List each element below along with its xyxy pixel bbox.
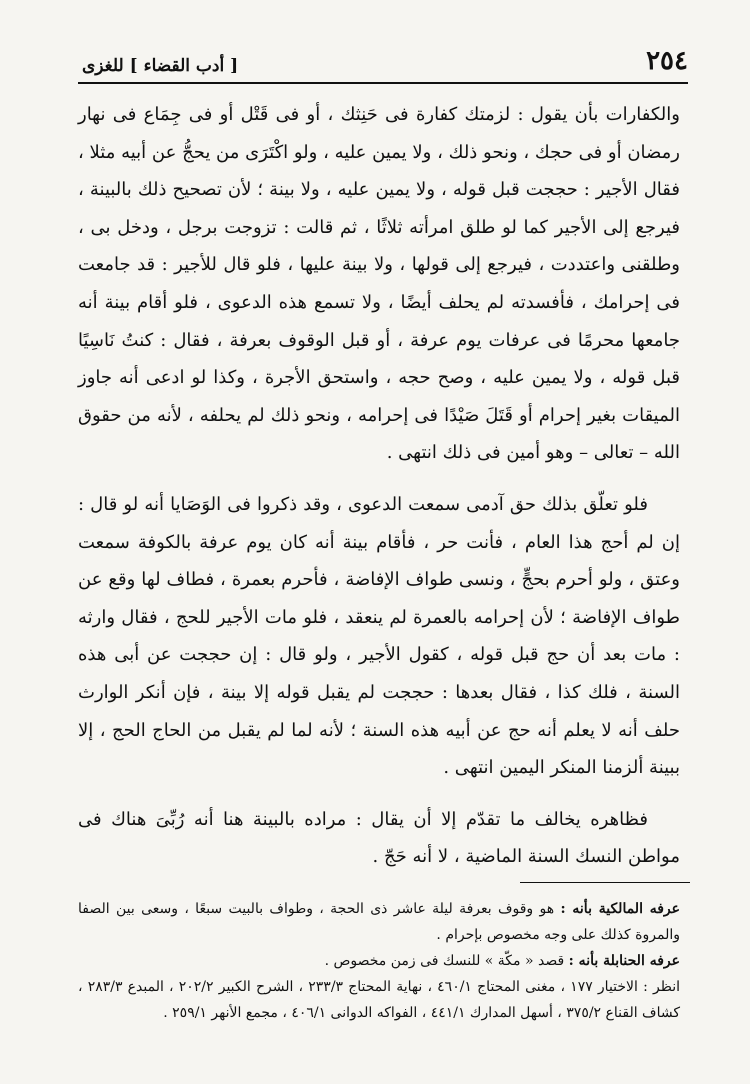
- footnote-text: قصد « مكّة » للنسك فى زمن مخصوص .: [324, 953, 569, 969]
- paragraph: والكفارات بأن يقول : لزمتك كفارة فى حَنِثك ، أو فى قَتْل أو فى جِمَاع فى نهار رمضان أو فى حجك ، ونحو ذلك ، ولا يمين عليه ، ولو اكْتَرَى من يحجُّ عن أبيه مثلا ، فقال الأجير : حججت قبل قوله ، ولا يمين عليه ، ولا بينة ؛ لأن تصحيح ذلك بالبينة ، فيرجع إلى الأجير كما لو طلق امرأته ثلاثًا ، ثم قالت : تزوجت برجل ، ودخل بى ، وطلقنى واعتددت ، فيرجع إلى قولها ، ولا بينة عليها ، فلو قال للأجير : قد جامعت فى إحرامك ، فأفسدته لم يحلف أيضًا ، ولا تسمع هذه الدعوى ، فلو أقام بينة أنه جامعها محرمًا فى عرفات يوم عرفة ، أو قبل الوقوف بعرفة ، فقال : كنتُ نَاسِيًا قبل قوله ، ولا يمين عليه ، وصح حجه ، واستحق الأجرة ، وكذا لو ادعى أنه جاوز الميقات بغير إحرام أو قَتَلَ صَيْدًا فى إحرامه ، ونحو ذلك لم يحلفه ، لأنه من حقوق الله – تعالى – وهو أمين فى ذلك انتهى .: [78, 104, 680, 464]
- page-header: [78, 40, 688, 76]
- footnotes: [78, 896, 680, 1026]
- page-number: ٢٥٤: [646, 46, 688, 76]
- footnote-text: انظر : الاختيار ١٧٧ ، مغنى المحتاج ٤٦٠/١ ، نهاية المحتاج ٢٣٣/٣ ، الشرح الكبير ٢٠٢/٢ ، المبدع ٢٨٣/٣ ، كشاف القناع ٣٧٥/٢ ، أسهل المدارك ٤٤١/١ ، الفواكه الدوانى ٤٠٦/١ ، مجمع الأنهر ٢٥٩/١ .: [78, 979, 680, 1021]
- footnote: [78, 948, 680, 974]
- footnote-separator: [520, 882, 690, 883]
- running-title: [ أدب القضاء ] للغزى: [82, 56, 239, 76]
- body-text: [78, 96, 680, 876]
- footnote-term: عرفه الحنابلة بأنه :: [568, 953, 680, 969]
- paragraph: فظاهره يخالف ما تقدّم إلا أن يقال : مراده بالبينة هنا أنه رُبِّىَ هناك فى مواطن النسك السنة الماضية ، لا أنه حَجّ .: [78, 808, 680, 868]
- footnote: [78, 896, 680, 948]
- paragraph: فلو تعلّق بذلك حق آدمى سمعت الدعوى ، وقد ذكروا فى الوَصَايا أنه لو قال : إن لم أحج هذا العام ، فأنت حر ، فأقام بينة أنه كان يوم عرفة بالكوفة سمعت وعتق ، ولو أحرم بحجٍّ ، ونسى طواف الإفاضة ، فأحرم بعمرة ، فطاف لها وقع عن طواف الإفاضة ؛ لأن إحرامه بالعمرة لم ينعقد ، فلو مات الأجير للحج ، فقال وارثه : مات بعد أن حج قبل قوله ، كقول الأجير ، ولو قال : إن حججت عن أبى هذه السنة ، فلك كذا ، فقال بعدها : حججت لم يقبل قوله إلا بينة ، فإن أنكر الوارث حلف أنه لا يعلم أنه حج عن أبيه هذه السنة ؛ لأنه لما لم يقبل من الحاج الحج ، إلا ببينة ألزمنا المنكر اليمين انتهى .: [78, 493, 680, 779]
- header-rule: [78, 82, 688, 84]
- footnote-term: عرفه المالكية بأنه :: [560, 901, 680, 917]
- footnote-references: [78, 974, 680, 1026]
- footnote-text: هو وقوف بعرفة ليلة عاشر ذى الحجة ، وطواف بالبيت سبعًا ، وسعى بين الصفا والمروة كذلك على وجه مخصوص بإحرام .: [78, 901, 680, 943]
